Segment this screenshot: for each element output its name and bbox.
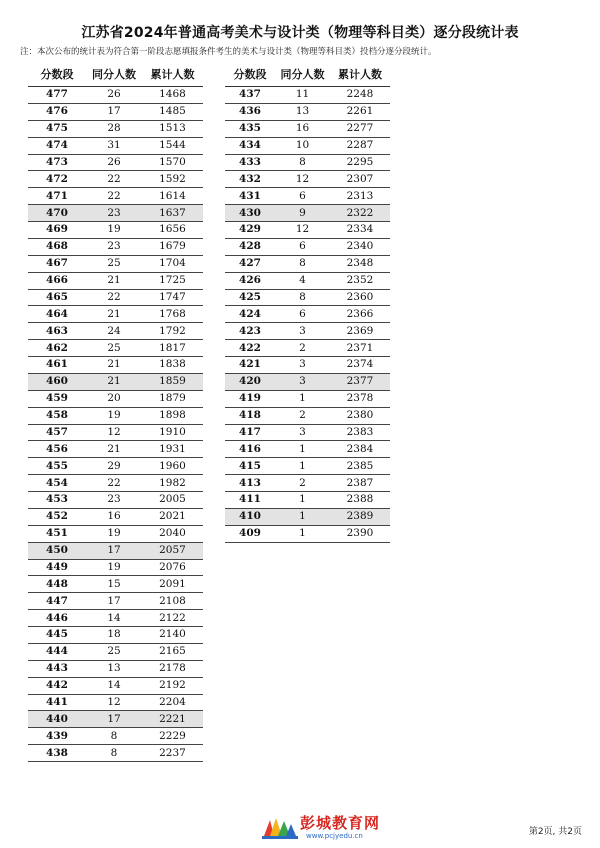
same-count-cell: 13 xyxy=(275,103,330,120)
score-cell: 417 xyxy=(225,424,275,441)
table-row xyxy=(28,188,203,205)
cumulative-cell: 2388 xyxy=(330,492,390,509)
same-count-cell: 6 xyxy=(275,306,330,323)
same-count-cell: 21 xyxy=(86,272,142,289)
col-header-same-count: 同分人数 xyxy=(275,62,330,87)
cumulative-cell: 1570 xyxy=(142,154,203,171)
table-row xyxy=(225,103,390,120)
table-row xyxy=(28,441,203,458)
cumulative-cell: 2378 xyxy=(330,390,390,407)
score-cell: 430 xyxy=(225,205,275,222)
cumulative-cell: 2295 xyxy=(330,154,390,171)
table-row xyxy=(28,306,203,323)
same-count-cell: 22 xyxy=(86,289,142,306)
score-cell: 444 xyxy=(28,643,86,660)
table-row xyxy=(28,593,203,610)
score-cell: 459 xyxy=(28,390,86,407)
table-row xyxy=(225,222,390,239)
score-cell: 466 xyxy=(28,272,86,289)
score-cell: 436 xyxy=(225,103,275,120)
cumulative-cell: 2165 xyxy=(142,643,203,660)
table-row xyxy=(225,171,390,188)
cumulative-cell: 2371 xyxy=(330,340,390,357)
same-count-cell: 8 xyxy=(86,745,142,762)
page-indicator: 第2页, 共2页 xyxy=(528,827,582,837)
table-row xyxy=(28,255,203,272)
table-note: 注：本次公布的统计表为符合第一阶段志愿填报条件考生的美术与设计类（物理等科目类）投档分逐分段统计。 xyxy=(20,47,437,57)
same-count-cell: 12 xyxy=(275,222,330,239)
cumulative-cell: 2322 xyxy=(330,205,390,222)
same-count-cell: 14 xyxy=(86,677,142,694)
score-cell: 449 xyxy=(28,559,86,576)
same-count-cell: 6 xyxy=(275,188,330,205)
cumulative-cell: 2122 xyxy=(142,610,203,627)
score-cell: 446 xyxy=(28,610,86,627)
cumulative-cell: 1898 xyxy=(142,407,203,424)
score-cell: 476 xyxy=(28,103,86,120)
same-count-cell: 25 xyxy=(86,340,142,357)
table-row xyxy=(28,694,203,711)
cumulative-cell: 2229 xyxy=(142,728,203,745)
same-count-cell: 1 xyxy=(275,441,330,458)
score-cell: 410 xyxy=(225,508,275,525)
cumulative-cell: 2360 xyxy=(330,289,390,306)
same-count-cell: 12 xyxy=(86,424,142,441)
cumulative-cell: 2261 xyxy=(330,103,390,120)
same-count-cell: 28 xyxy=(86,120,142,137)
score-cell: 428 xyxy=(225,238,275,255)
table-row xyxy=(28,340,203,357)
table-row xyxy=(225,87,390,104)
cumulative-cell: 2340 xyxy=(330,238,390,255)
table-row xyxy=(225,289,390,306)
table-row xyxy=(225,255,390,272)
table-row xyxy=(225,323,390,340)
same-count-cell: 22 xyxy=(86,171,142,188)
same-count-cell: 1 xyxy=(275,508,330,525)
score-cell: 438 xyxy=(28,745,86,762)
same-count-cell: 22 xyxy=(86,188,142,205)
score-cell: 467 xyxy=(28,255,86,272)
cumulative-cell: 1592 xyxy=(142,171,203,188)
same-count-cell: 29 xyxy=(86,458,142,475)
table-row xyxy=(28,87,203,104)
score-cell: 469 xyxy=(28,222,86,239)
score-cell: 419 xyxy=(225,390,275,407)
cumulative-cell: 1838 xyxy=(142,357,203,374)
score-cell: 442 xyxy=(28,677,86,694)
score-cell: 474 xyxy=(28,137,86,154)
score-cell: 463 xyxy=(28,323,86,340)
same-count-cell: 1 xyxy=(275,492,330,509)
cumulative-cell: 1747 xyxy=(142,289,203,306)
table-row xyxy=(28,424,203,441)
same-count-cell: 17 xyxy=(86,103,142,120)
score-cell: 435 xyxy=(225,120,275,137)
score-cell: 453 xyxy=(28,492,86,509)
same-count-cell: 25 xyxy=(86,255,142,272)
cumulative-cell: 1704 xyxy=(142,255,203,272)
score-cell: 424 xyxy=(225,306,275,323)
same-count-cell: 20 xyxy=(86,390,142,407)
table-row xyxy=(225,137,390,154)
same-count-cell: 1 xyxy=(275,458,330,475)
score-cell: 473 xyxy=(28,154,86,171)
cumulative-cell: 2389 xyxy=(330,508,390,525)
table-row xyxy=(28,542,203,559)
same-count-cell: 21 xyxy=(86,357,142,374)
same-count-cell: 2 xyxy=(275,407,330,424)
score-cell: 415 xyxy=(225,458,275,475)
header-row xyxy=(225,62,390,87)
table-row xyxy=(28,238,203,255)
same-count-cell: 9 xyxy=(275,205,330,222)
score-cell: 421 xyxy=(225,357,275,374)
table-row xyxy=(28,492,203,509)
same-count-cell: 16 xyxy=(275,120,330,137)
cumulative-cell: 1614 xyxy=(142,188,203,205)
score-cell: 432 xyxy=(225,171,275,188)
cumulative-cell: 1879 xyxy=(142,390,203,407)
cumulative-cell: 1817 xyxy=(142,340,203,357)
table-row xyxy=(28,660,203,677)
score-table-left xyxy=(28,62,203,762)
cumulative-cell: 2383 xyxy=(330,424,390,441)
table-row xyxy=(28,137,203,154)
same-count-cell: 3 xyxy=(275,424,330,441)
cumulative-cell: 2005 xyxy=(142,492,203,509)
score-cell: 455 xyxy=(28,458,86,475)
same-count-cell: 19 xyxy=(86,525,142,542)
cumulative-cell: 1960 xyxy=(142,458,203,475)
same-count-cell: 15 xyxy=(86,576,142,593)
score-cell: 431 xyxy=(225,188,275,205)
same-count-cell: 8 xyxy=(275,289,330,306)
table-row xyxy=(28,120,203,137)
score-cell: 477 xyxy=(28,87,86,104)
same-count-cell: 21 xyxy=(86,441,142,458)
cumulative-cell: 2352 xyxy=(330,272,390,289)
table-row xyxy=(225,205,390,222)
col-header-cumulative: 累计人数 xyxy=(142,62,203,87)
table-row xyxy=(28,475,203,492)
score-cell: 470 xyxy=(28,205,86,222)
score-cell: 440 xyxy=(28,711,86,728)
cumulative-cell: 2385 xyxy=(330,458,390,475)
cumulative-cell: 2057 xyxy=(142,542,203,559)
same-count-cell: 13 xyxy=(86,660,142,677)
score-cell: 437 xyxy=(225,87,275,104)
same-count-cell: 21 xyxy=(86,373,142,390)
same-count-cell: 19 xyxy=(86,559,142,576)
score-cell: 464 xyxy=(28,306,86,323)
cumulative-cell: 2307 xyxy=(330,171,390,188)
score-cell: 448 xyxy=(28,576,86,593)
table-row xyxy=(28,677,203,694)
same-count-cell: 12 xyxy=(275,171,330,188)
same-count-cell: 8 xyxy=(86,728,142,745)
score-cell: 411 xyxy=(225,492,275,509)
cumulative-cell: 1468 xyxy=(142,87,203,104)
cumulative-cell: 1725 xyxy=(142,272,203,289)
same-count-cell: 23 xyxy=(86,492,142,509)
score-cell: 429 xyxy=(225,222,275,239)
cumulative-cell: 2237 xyxy=(142,745,203,762)
table-row xyxy=(28,323,203,340)
score-cell: 461 xyxy=(28,357,86,374)
cumulative-cell: 2221 xyxy=(142,711,203,728)
same-count-cell: 3 xyxy=(275,357,330,374)
score-cell: 462 xyxy=(28,340,86,357)
table-row xyxy=(225,407,390,424)
table-row xyxy=(225,492,390,509)
cumulative-cell: 2248 xyxy=(330,87,390,104)
table-row xyxy=(28,559,203,576)
same-count-cell: 24 xyxy=(86,323,142,340)
cumulative-cell: 2140 xyxy=(142,627,203,644)
cumulative-cell: 2287 xyxy=(330,137,390,154)
table-row xyxy=(28,272,203,289)
header-row xyxy=(28,62,203,87)
cumulative-cell: 2108 xyxy=(142,593,203,610)
same-count-cell: 8 xyxy=(275,255,330,272)
cumulative-cell: 1982 xyxy=(142,475,203,492)
same-count-cell: 10 xyxy=(275,137,330,154)
cumulative-cell: 1910 xyxy=(142,424,203,441)
score-cell: 439 xyxy=(28,728,86,745)
cumulative-cell: 2313 xyxy=(330,188,390,205)
table-row xyxy=(225,357,390,374)
same-count-cell: 3 xyxy=(275,323,330,340)
table-row xyxy=(28,610,203,627)
same-count-cell: 6 xyxy=(275,238,330,255)
same-count-cell: 4 xyxy=(275,272,330,289)
table-row xyxy=(28,373,203,390)
table-row xyxy=(225,475,390,492)
score-cell: 445 xyxy=(28,627,86,644)
table-row xyxy=(28,171,203,188)
same-count-cell: 26 xyxy=(86,154,142,171)
cumulative-cell: 2334 xyxy=(330,222,390,239)
col-header-score: 分数段 xyxy=(28,62,86,87)
table-row xyxy=(28,357,203,374)
same-count-cell: 26 xyxy=(86,87,142,104)
score-cell: 472 xyxy=(28,171,86,188)
score-cell: 443 xyxy=(28,660,86,677)
table-row xyxy=(28,627,203,644)
table-row xyxy=(28,508,203,525)
table-row xyxy=(28,103,203,120)
same-count-cell: 17 xyxy=(86,542,142,559)
score-cell: 413 xyxy=(225,475,275,492)
same-count-cell: 12 xyxy=(86,694,142,711)
table-row xyxy=(225,390,390,407)
cumulative-cell: 1485 xyxy=(142,103,203,120)
table-row xyxy=(28,390,203,407)
score-cell: 447 xyxy=(28,593,86,610)
table-row xyxy=(28,576,203,593)
score-cell: 441 xyxy=(28,694,86,711)
cumulative-cell: 2178 xyxy=(142,660,203,677)
cumulative-cell: 2076 xyxy=(142,559,203,576)
table-row xyxy=(28,154,203,171)
score-cell: 454 xyxy=(28,475,86,492)
score-cell: 456 xyxy=(28,441,86,458)
cumulative-cell: 1637 xyxy=(142,205,203,222)
cumulative-cell: 2384 xyxy=(330,441,390,458)
logo-text: 彭城教育网 xyxy=(300,814,381,832)
table-row xyxy=(225,424,390,441)
cumulative-cell: 1768 xyxy=(142,306,203,323)
same-count-cell: 19 xyxy=(86,407,142,424)
same-count-cell: 17 xyxy=(86,711,142,728)
score-cell: 422 xyxy=(225,340,275,357)
table-row xyxy=(28,222,203,239)
score-cell: 426 xyxy=(225,272,275,289)
score-cell: 450 xyxy=(28,542,86,559)
score-cell: 458 xyxy=(28,407,86,424)
score-cell: 427 xyxy=(225,255,275,272)
same-count-cell: 21 xyxy=(86,306,142,323)
table-row xyxy=(28,728,203,745)
cumulative-cell: 2387 xyxy=(330,475,390,492)
score-cell: 433 xyxy=(225,154,275,171)
same-count-cell: 25 xyxy=(86,643,142,660)
score-cell: 475 xyxy=(28,120,86,137)
score-cell: 434 xyxy=(225,137,275,154)
cumulative-cell: 2040 xyxy=(142,525,203,542)
col-header-score: 分数段 xyxy=(225,62,275,87)
table-row xyxy=(28,525,203,542)
same-count-cell: 14 xyxy=(86,610,142,627)
score-cell: 460 xyxy=(28,373,86,390)
same-count-cell: 31 xyxy=(86,137,142,154)
table-row xyxy=(225,458,390,475)
same-count-cell: 2 xyxy=(275,340,330,357)
same-count-cell: 3 xyxy=(275,373,330,390)
table-row xyxy=(28,458,203,475)
same-count-cell: 1 xyxy=(275,390,330,407)
table-row xyxy=(28,711,203,728)
cumulative-cell: 1656 xyxy=(142,222,203,239)
score-table-right xyxy=(225,62,390,543)
score-cell: 418 xyxy=(225,407,275,424)
same-count-cell: 11 xyxy=(275,87,330,104)
table-row xyxy=(28,407,203,424)
score-cell: 420 xyxy=(225,373,275,390)
score-cell: 452 xyxy=(28,508,86,525)
cumulative-cell: 1792 xyxy=(142,323,203,340)
table-row xyxy=(225,340,390,357)
cumulative-cell: 2390 xyxy=(330,525,390,542)
cumulative-cell: 1544 xyxy=(142,137,203,154)
col-header-cumulative: 累计人数 xyxy=(330,62,390,87)
table-row xyxy=(225,441,390,458)
cumulative-cell: 2366 xyxy=(330,306,390,323)
cumulative-cell: 1513 xyxy=(142,120,203,137)
score-cell: 471 xyxy=(28,188,86,205)
table-row xyxy=(28,289,203,306)
table-row xyxy=(225,154,390,171)
table-row xyxy=(225,508,390,525)
cumulative-cell: 2277 xyxy=(330,120,390,137)
table-row xyxy=(225,525,390,542)
same-count-cell: 2 xyxy=(275,475,330,492)
cumulative-cell: 1679 xyxy=(142,238,203,255)
page-title: 江苏省2024年普通高考美术与设计类（物理等科目类）逐分段统计表 xyxy=(81,25,519,41)
cumulative-cell: 2377 xyxy=(330,373,390,390)
same-count-cell: 23 xyxy=(86,238,142,255)
table-row xyxy=(225,373,390,390)
table-row xyxy=(225,306,390,323)
cumulative-cell: 2021 xyxy=(142,508,203,525)
col-header-same-count: 同分人数 xyxy=(86,62,142,87)
same-count-cell: 18 xyxy=(86,627,142,644)
score-cell: 409 xyxy=(225,525,275,542)
same-count-cell: 22 xyxy=(86,475,142,492)
score-cell: 457 xyxy=(28,424,86,441)
score-cell: 423 xyxy=(225,323,275,340)
same-count-cell: 17 xyxy=(86,593,142,610)
cumulative-cell: 2380 xyxy=(330,407,390,424)
cumulative-cell: 2369 xyxy=(330,323,390,340)
table-row xyxy=(225,120,390,137)
logo-url: www.pcjyedu.cn xyxy=(306,832,363,840)
cumulative-cell: 1931 xyxy=(142,441,203,458)
same-count-cell: 8 xyxy=(275,154,330,171)
cumulative-cell: 2374 xyxy=(330,357,390,374)
table-row xyxy=(28,643,203,660)
cumulative-cell: 2192 xyxy=(142,677,203,694)
score-cell: 465 xyxy=(28,289,86,306)
score-cell: 416 xyxy=(225,441,275,458)
same-count-cell: 19 xyxy=(86,222,142,239)
table-row xyxy=(225,272,390,289)
table-row xyxy=(28,205,203,222)
table-row xyxy=(225,238,390,255)
score-cell: 425 xyxy=(225,289,275,306)
table-row xyxy=(225,188,390,205)
cumulative-cell: 2091 xyxy=(142,576,203,593)
cumulative-cell: 2348 xyxy=(330,255,390,272)
same-count-cell: 1 xyxy=(275,525,330,542)
same-count-cell: 16 xyxy=(86,508,142,525)
table-row xyxy=(28,745,203,762)
score-cell: 451 xyxy=(28,525,86,542)
same-count-cell: 23 xyxy=(86,205,142,222)
score-cell: 468 xyxy=(28,238,86,255)
cumulative-cell: 1859 xyxy=(142,373,203,390)
cumulative-cell: 2204 xyxy=(142,694,203,711)
